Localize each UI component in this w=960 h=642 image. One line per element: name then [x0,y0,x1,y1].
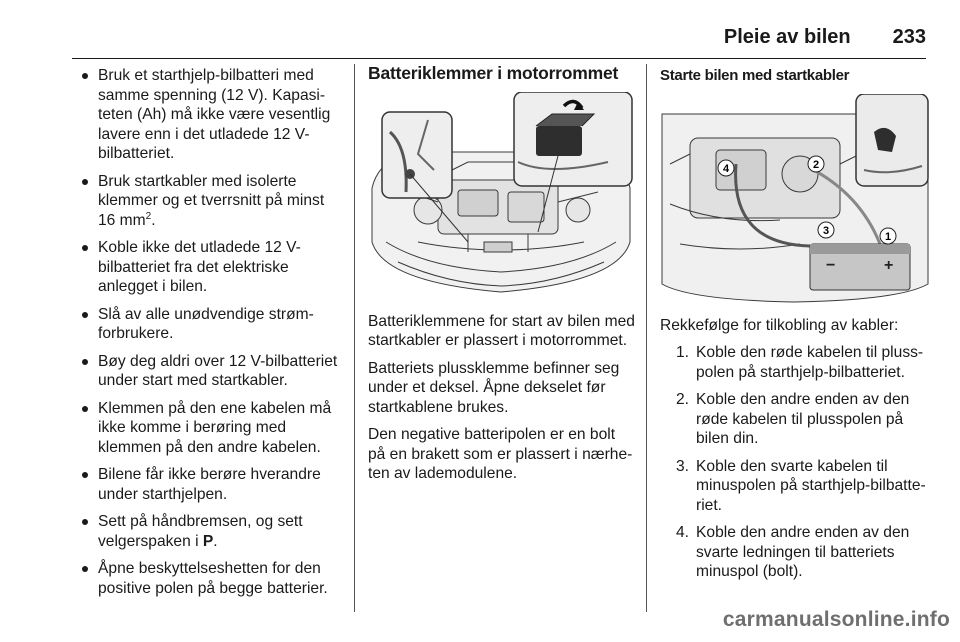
page-number: 233 [892,26,926,48]
connection-steps [660,343,932,582]
list-item: Bruk startkabler med isolerte klemmer og et tverrsnitt på minst 16 $mm^2$. [80,172,342,231]
section-title: Pleie av bilen [723,26,851,48]
list-item: Åpne beskyttelseshetten for den positive polen på begge batterier. [80,559,342,598]
column-divider-1 [354,64,355,612]
list-item: Koble ikke det utladede 12 V-bilbatteriet fra det elektriske anlegget i bilen. [80,238,342,297]
header-rule [72,58,926,59]
callout-2: 2 [812,158,820,171]
jump-start-connection-illustration [660,94,930,304]
column-3 [660,64,932,590]
list-item: Bilene får ikke berøre hverandre under starthjelpen. [80,465,342,504]
list-item: 4. Koble den andre enden av den svarte ledningen til batteriets minuspol (bolt). [676,524,910,580]
column-divider-2 [646,64,647,612]
precaution-list [80,66,342,598]
list-item: Sett på håndbremsen, og sett velgerspaken i P. [80,512,342,551]
svg-text:+: + [884,256,894,274]
list-item: 1. Koble den røde kabelen til plusspolen på starthjelp-bilbatteriet. [676,344,924,381]
paragraph: Batteriklemmene for start av bilen med startkabler er plassert i motorrommet. [368,312,635,349]
list-item: 2. Koble den andre enden av den røde kabelen til plusspolen på bilen din. [676,391,910,447]
svg-text:−: − [826,256,836,274]
callout-1: 1 [884,230,892,243]
steps-intro: Rekkefølge for tilkobling av kabler: [660,316,899,334]
list-item: Slå av alle unødvendige strømforbrukere. [80,305,342,344]
section-heading: Starte bilen med startkabler [660,67,850,84]
engine-bay-terminals-illustration [368,92,634,298]
paragraph: Batteriets plussklemme befinner seg under et deksel. Åpne dekselet før startkablene brukes. [368,359,620,416]
list-item: 3. Koble den svarte kabelen til minuspolen på starthjelp-bilbatteriet. [676,457,926,514]
list-item: Bøy deg aldri over 12 V-bilbatteriet under start med startkabler. [80,352,342,391]
page-header [724,26,926,49]
column-2 [368,64,636,492]
column-1 [80,64,342,606]
callout-3: 3 [822,224,830,237]
paragraph: Den negative batteripolen er en bolt på en brakett som er plassert i nærheten av lademodulene. [368,426,633,482]
section-heading: Batteriklemmer i motorrommet [368,63,619,83]
watermark: carmanualsonline.info [722,608,950,631]
list-item: Bruk et starthjelp-bilbatteri med samme spenning (12 V). Kapasiteten (Ah) må ikke være vesentlig lavere enn i det utladede 12 V-bilbatteriet. [80,66,342,164]
callout-4: 4 [722,162,730,175]
list-item: Klemmen på den ene kabelen må ikke komme i berøring med klemmen på den andre kabelen. [80,399,342,458]
